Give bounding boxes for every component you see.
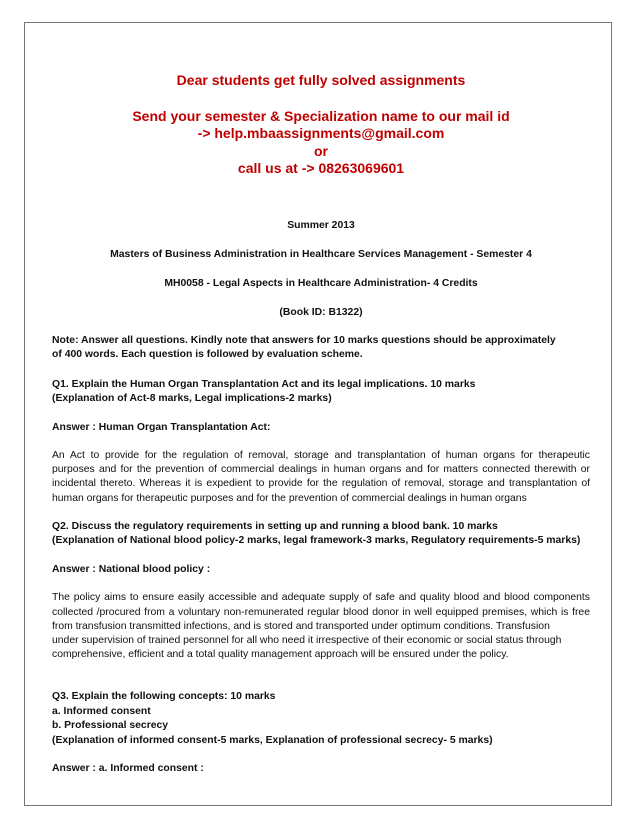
promo-phone: call us at -> 08263069601 — [237, 160, 405, 176]
q2-answer-heading: Answer : National blood policy : — [52, 563, 211, 575]
q2-block — [52, 520, 590, 549]
program-title: Masters of Business Administration in Healthcare Services Management - Semester 4 — [110, 248, 532, 260]
document-content — [52, 72, 590, 777]
promo-or: or — [314, 142, 328, 159]
q3-question: Q3. Explain the following concepts: 10 marks — [52, 691, 276, 703]
note-line-1: Note: Answer all questions. Kindly note that answers for 10 marks questions should be approximately — [52, 334, 556, 346]
q2-question: Q2. Discuss the regulatory requirements in setting up and running a blood bank. 10 marks — [52, 520, 498, 532]
promo-line-1: Dear students get fully solved assignments — [176, 72, 466, 88]
note — [52, 334, 590, 363]
q3-block — [52, 690, 590, 748]
q3-answer-heading: Answer : a. Informed consent : — [52, 763, 204, 775]
q3-item-b: b. Professional secrecy — [52, 720, 169, 732]
promo-line-2: Send your semester & Specialization name to our mail id — [132, 107, 510, 124]
q1-block — [52, 378, 590, 407]
q3-scheme: (Explanation of informed consent-5 marks, Explanation of professional secrecy- 5 marks) — [52, 734, 493, 746]
q1-question: Q1. Explain the Human Organ Transplantation Act and its legal implications. 10 marks — [52, 378, 476, 390]
q1-answer-heading: Answer : Human Organ Transplantation Act: — [52, 421, 271, 433]
course-title: MH0058 - Legal Aspects in Healthcare Administration- 4 Credits — [164, 277, 478, 289]
q2-answer-text-1: The policy aims to ensure easily accessible and adequate supply of safe and quality blood and blood components collected /procured from a voluntary non-remunerated regular blood donor in well equipped premises, which is free from transfusion transmitted infections, and is stored and transported under optimum conditions. Transfusion — [52, 592, 590, 632]
book-id: (Book ID: B1322) — [279, 306, 363, 318]
q3-item-a: a. Informed consent — [52, 705, 151, 717]
promo-email: -> help.mbaassignments@gmail.com — [197, 125, 445, 141]
q1-answer-text: An Act to provide for the regulation of removal, storage and transplantation of human organs for therapeutic purposes and for the prevention of commercial dealings in human organs and for matters connected therewith or incidental thereto. Whereas it is expedient to provide for the regulation of removal, storage and transplantation of human organs for therapeutic purposes and for the prevention of commercial dealings in human organs — [52, 450, 590, 504]
promo-block — [52, 72, 590, 178]
note-line-2: of 400 words. Each question is followed by evaluation scheme. — [52, 349, 363, 360]
q2-scheme: (Explanation of National blood policy-2 marks, legal framework-3 marks, Regulatory requirements-5 marks) — [52, 535, 581, 547]
q2-answer-text-2: under supervision of trained personnel for all who need it irrespective of their economic or social status through comprehensive, efficient and a total quality management approach will be ensured under the policy. — [52, 634, 562, 661]
q1-scheme: (Explanation of Act-8 marks, Legal implications-2 marks) — [52, 393, 332, 404]
session-title: Summer 2013 — [287, 219, 355, 231]
